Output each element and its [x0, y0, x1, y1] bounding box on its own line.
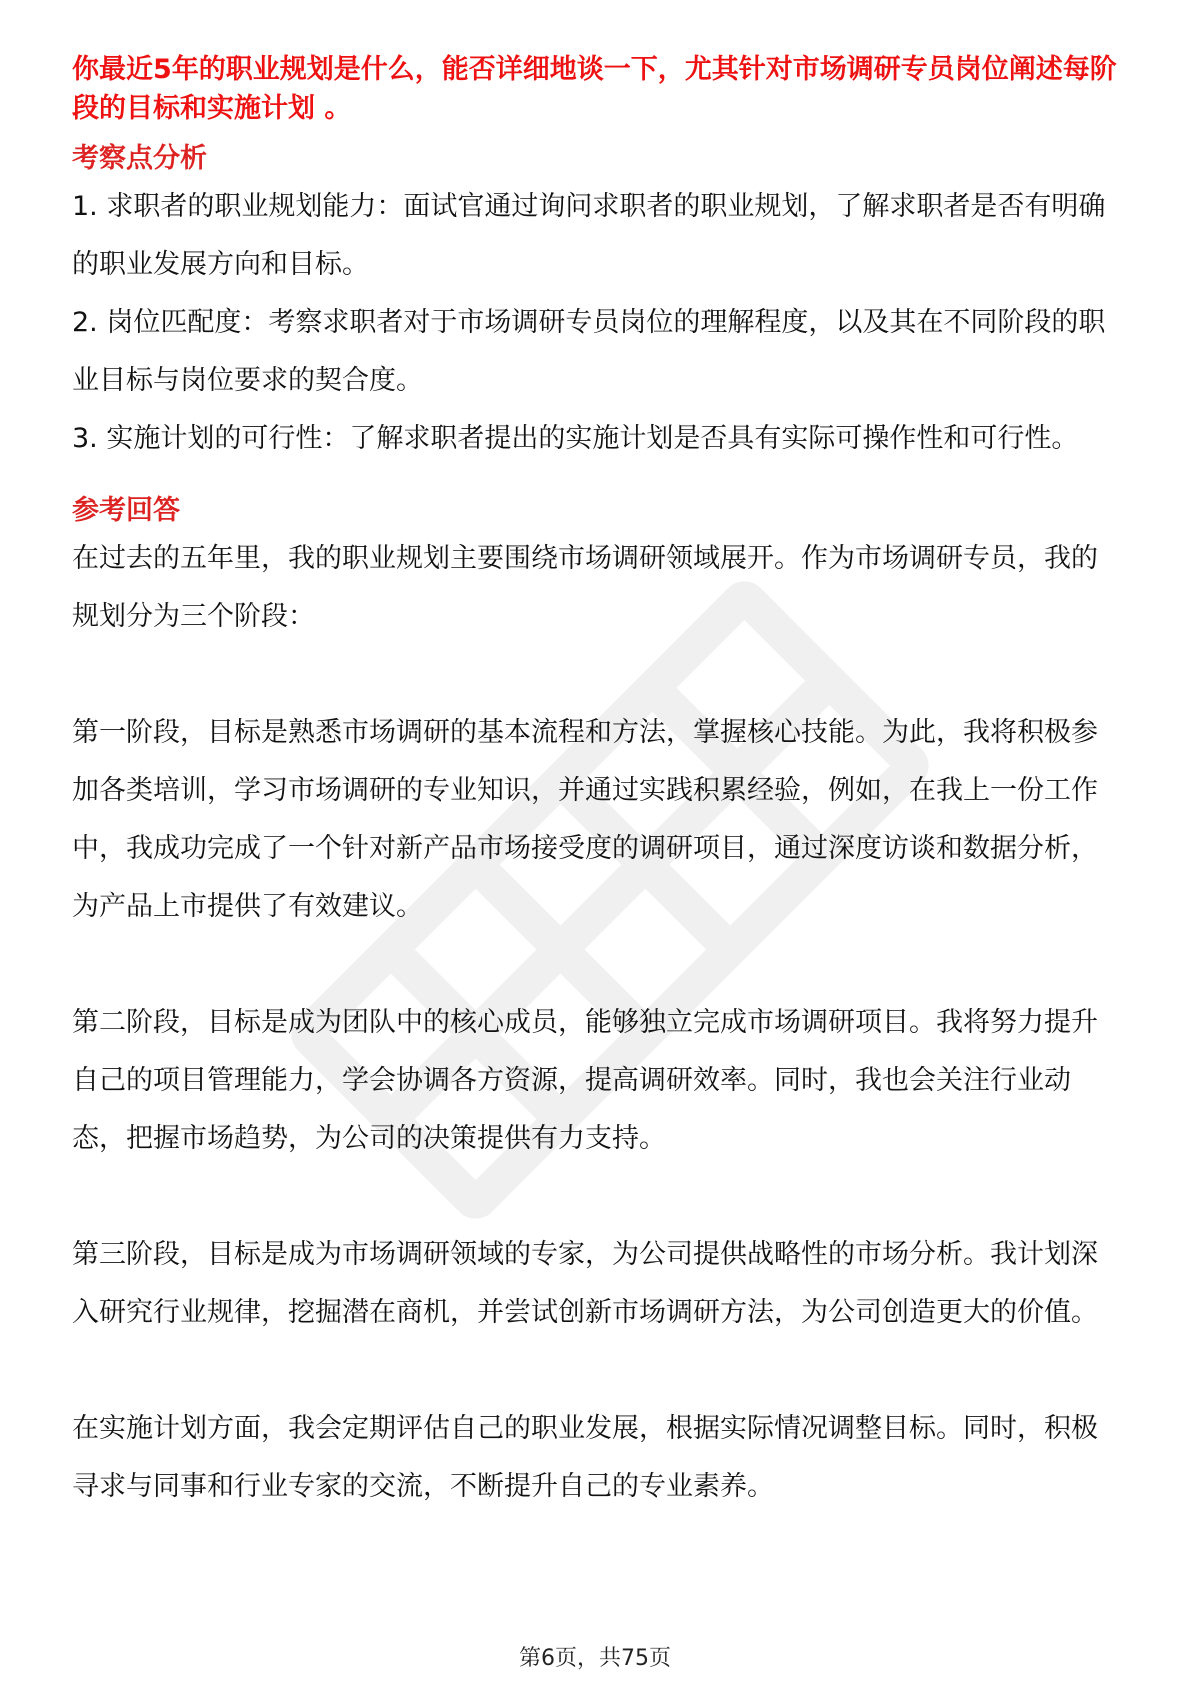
answer-title: 参考回答 [72, 495, 180, 526]
question-heading: 你最近5年的职业规划是什么，能否详细地谈一下，尤其针对市场调研专员岗位阐述每阶段的目标和实施计划 。 [72, 54, 1117, 124]
main-content [72, 50, 1122, 1516]
answer-paragraph: 在实施计划方面，我会定期评估自己的职业发展，根据实际情况调整目标。同时，积极寻求与同事和行业专家的交流，不断提升自己的专业素养。 [72, 1413, 1098, 1502]
page-number: 第6页，共75页 [519, 1646, 671, 1671]
analysis-item: 2. 岗位匹配度：考察求职者对于市场调研专员岗位的理解程度，以及其在不同阶段的职业目标与岗位要求的契合度。 [72, 307, 1106, 396]
analysis-item: 1. 求职者的职业规划能力：面试官通过询问求职者的职业规划，了解求职者是否有明确的职业发展方向和目标。 [72, 191, 1106, 280]
paragraph-spacer [72, 646, 1122, 704]
paragraph-spacer [72, 1168, 1122, 1226]
answer-paragraph: 第二阶段，目标是成为团队中的核心成员，能够独立完成市场调研项目。我将努力提升自己的项目管理能力，学会协调各方资源，提高调研效率。同时，我也会关注行业动态，把握市场趋势，为公司的决策提供有力支持。 [72, 1007, 1098, 1154]
analysis-title: 考察点分析 [72, 143, 207, 174]
answer-paragraph: 第三阶段，目标是成为市场调研领域的专家，为公司提供战略性的市场分析。我计划深入研究行业规律，挖掘潜在商机，并尝试创新市场调研方法，为公司创造更大的价值。 [72, 1239, 1098, 1328]
analysis-item: 3. 实施计划的可行性：了解求职者提出的实施计划是否具有实际可操作性和可行性。 [72, 423, 1079, 454]
answer-paragraph: 在过去的五年里，我的职业规划主要围绕市场调研领域展开。作为市场调研专员，我的规划分为三个阶段： [72, 543, 1098, 632]
paragraph-spacer [72, 936, 1122, 994]
answer-paragraph: 第一阶段，目标是熟悉市场调研的基本流程和方法，掌握核心技能。为此，我将积极参加各类培训，学习市场调研的专业知识，并通过实践积累经验，例如，在我上一份工作中，我成功完成了一个针对新产品市场接受度的调研项目，通过深度访谈和数据分析，为产品上市提供了有效建议。 [72, 717, 1098, 922]
paragraph-spacer [72, 1342, 1122, 1400]
